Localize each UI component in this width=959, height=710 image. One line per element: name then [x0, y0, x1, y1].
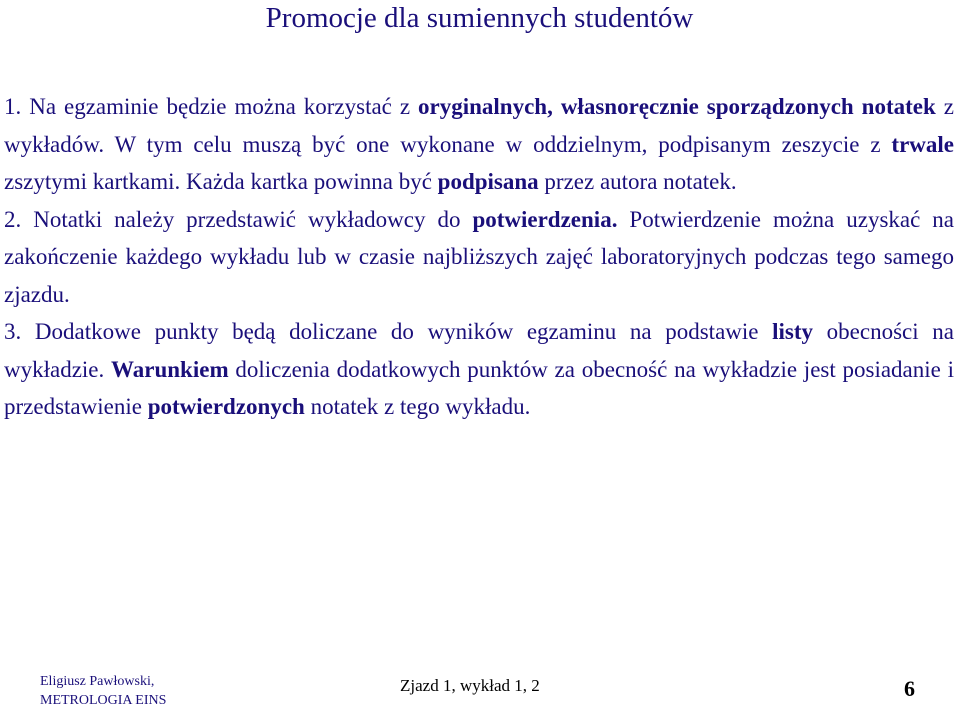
page-title: Promocje dla sumiennych studentów [265, 2, 694, 34]
footer-author: Eligiusz Pawłowski, [40, 674, 155, 689]
para1-bold-1: oryginalnych, własnoręcznie sporządzonych notatek [418, 94, 936, 119]
paragraph-3 [4, 313, 954, 426]
para3-bold-1: listy [772, 319, 814, 344]
para1-bold-3: podpisana [437, 169, 539, 194]
footer-session: Zjazd 1, wykład 1, 2 [400, 676, 540, 695]
para1-text-1: 1. Na egzaminie będzie można korzystać z [4, 94, 419, 119]
para1-bold-2: trwale [891, 131, 954, 157]
page-number: 6 [904, 676, 915, 701]
para1-text-2: z wykładów. W tym celu muszą być one wykonane w oddzielnym, podpisanym zeszycie z [4, 94, 954, 157]
paragraph-1 [4, 88, 954, 201]
para3-text-2: obecności na wykładzie. [4, 319, 954, 382]
paragraph-2 [4, 201, 954, 314]
para3-bold-3: potwierdzonych [147, 394, 305, 419]
para2-text-1: 2. Notatki należy przedstawić wykładowcy do [4, 206, 473, 232]
para3-text-3: doliczenia dodatkowych punktów za obecność na wykładzie jest posiadanie i przedstawienie [4, 356, 955, 419]
slide-body [4, 88, 954, 426]
para3-bold-2: Warunkiem [111, 356, 229, 382]
footer-course: METROLOGIA EINS [40, 693, 167, 708]
para2-text-2: Potwierdzenie można uzyskać na zakończenie każdego wykładu lub w czasie najbliższych zajęć laboratoryjnych podczas tego samego zjazdu. [4, 206, 954, 307]
para3-text-4: notatek z tego wykładu. [304, 394, 531, 419]
footer-author-block [40, 672, 166, 710]
para1-text-3: zszytymi kartkami. Każda kartka powinna być [4, 169, 438, 194]
para1-text-4: przez autora notatek. [538, 169, 737, 194]
para2-bold-1: potwierdzenia. [472, 206, 618, 232]
para3-text-1: 3. Dodatkowe punkty będą doliczane do wyników egzaminu na podstawie [4, 319, 773, 344]
